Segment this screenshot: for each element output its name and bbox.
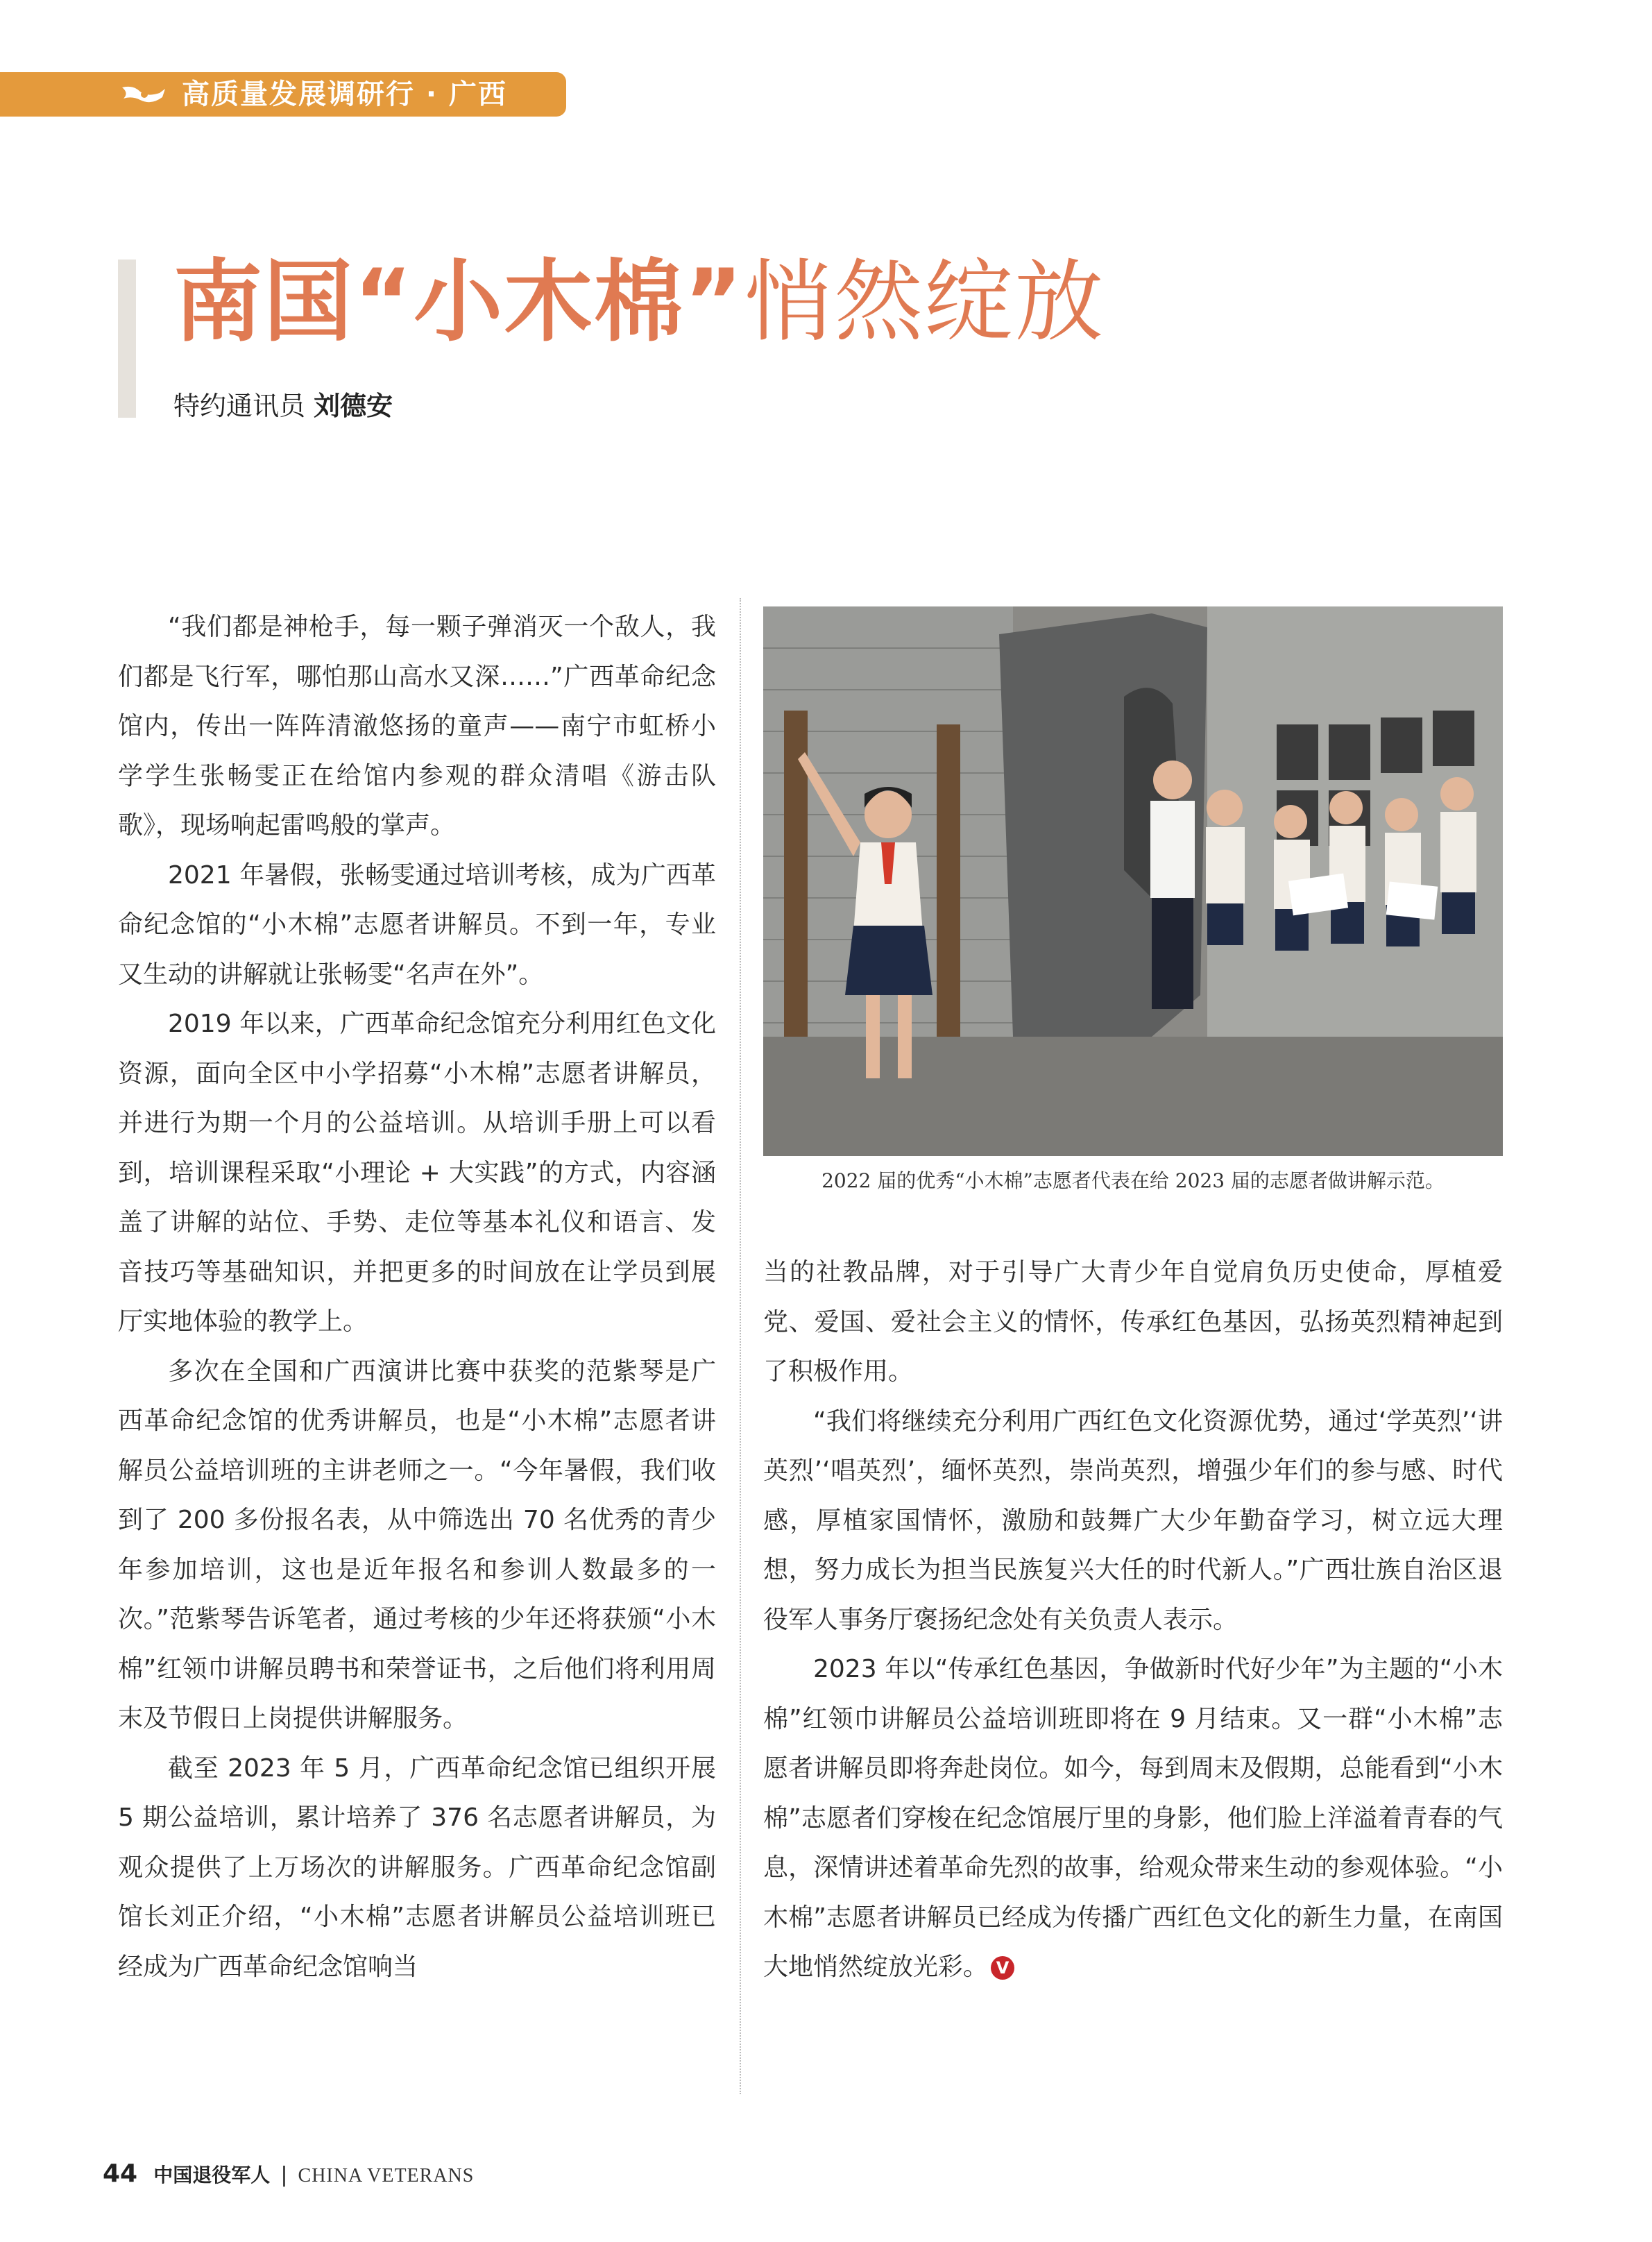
paragraph: “我们将继续充分利用广西红色文化资源优势，通过‘学英烈’‘讲英烈’‘唱英烈’，缅怀英烈，崇尚英烈，增强少年们的参与感、时代感，厚植家国情怀，激励和鼓舞广大少年勤奋学习，树立远大理想，努力成长为担当民族复兴大任的时代新人。”广西壮族自治区退役军人事务厅褒扬纪念处有关负责人表示。	[763, 1407, 1503, 1634]
paragraph	[763, 1645, 1503, 1992]
paragraph-text: 2023 年以“传承红色基因，争做新时代好少年”为主题的“小木棉”红领巾讲解员公益培训班即将在 9 月结束。又一群“小木棉”志愿者讲解员即将奔赴岗位。如今，每到周末及假期，总能看到“小木棉”志愿者们穿梭在纪念馆展厅里的身影，他们脸上洋溢着青春的气息，深情讲述着革命先烈的故事，给观众带来生动的参观体验。“小木棉”志愿者讲解员已经成为传播广西红色文化的新生力量，在南国大地悄然绽放光彩。	[763, 1655, 1503, 1981]
magazine-name-en: CHINA VETERANS	[298, 2165, 475, 2186]
footer-separator: |	[280, 2163, 288, 2187]
column-divider	[740, 598, 741, 2094]
byline-name: 刘德安	[314, 391, 393, 421]
page-number: 44	[103, 2159, 138, 2188]
paragraph: 2019 年以来，广西革命纪念馆充分利用红色文化资源，面向全区中小学招募“小木棉”志愿者讲解员，并进行为期一个月的公益培训。从培训手册上可以看到，培训课程采取“小理论 + 大实践”的方式，内容涵盖了讲解的站位、手势、走位等基本礼仪和语言、发音技巧等基础知识，并把更多的时间放在让学员到展厅实地体验的教学上。	[118, 1010, 716, 1336]
byline	[173, 389, 393, 423]
paragraph: 多次在全国和广西演讲比赛中获奖的范紫琴是广西革命纪念馆的优秀讲解员，也是“小木棉”志愿者讲解员公益培训班的主讲老师之一。“今年暑假，我们收到了 200 多份报名表，从中筛选出 70 名优秀的青少年参加培训，这也是近年报名和参训人数最多的一次。”范紫琴告诉笔者，通过考核的少年还将获颁“小木棉”红领巾讲解员聘书和荣誉证书，之后他们将利用周末及节假日上岗提供讲解服务。	[118, 1357, 716, 1733]
left-column	[118, 602, 716, 1992]
magazine-name: 中国退役军人	[153, 2164, 271, 2186]
paragraph: “我们都是神枪手，每一颗子弹消灭一个敌人，我们都是飞行军，哪怕那山高水又深……”广西革命纪念馆内，传出一阵阵清澈悠扬的童声——南宁市虹桥小学学生张畅雯正在给馆内参观的群众清唱《游击队歌》，现场响起雷鸣般的掌声。	[118, 613, 716, 840]
article-photo	[763, 606, 1503, 1156]
article-title-emphasis: 南国“小木棉”	[173, 250, 744, 354]
article-title	[173, 247, 1105, 358]
paragraph: 当的社教品牌，对于引导广大青少年自觉肩负历史使命，厚植爱党、爱国、爱社会主义的情怀，传承红色基因，弘扬英烈精神起到了积极作用。	[763, 1258, 1503, 1386]
magazine-logo-icon	[119, 82, 168, 107]
photo-caption: 2022 届的优秀“小木棉”志愿者代表在给 2023 届的志愿者做讲解示范。	[821, 1169, 1445, 1192]
page-footer	[103, 2155, 474, 2193]
end-mark-icon: V	[991, 1956, 1014, 1980]
article-title-rest: 悄然绽放	[744, 250, 1105, 354]
byline-role: 特约通讯员	[173, 391, 306, 421]
paragraph: 截至 2023 年 5 月，广西革命纪念馆已组织开展 5 期公益培训，累计培养了 376 名志愿者讲解员，为观众提供了上万场次的讲解服务。广西革命纪念馆副馆长刘正介绍，“小木棉”志愿者讲解员公益培训班已经成为广西革命纪念馆响当	[118, 1753, 716, 1981]
section-title: 高质量发展调研行 · 广西	[182, 78, 508, 110]
right-column	[763, 1248, 1503, 1992]
paragraph: 2021 年暑假，张畅雯通过培训考核，成为广西革命纪念馆的“小木棉”志愿者讲解员。不到一年，专业又生动的讲解就让张畅雯“名声在外”。	[118, 860, 716, 989]
title-accent-bar	[118, 260, 136, 418]
